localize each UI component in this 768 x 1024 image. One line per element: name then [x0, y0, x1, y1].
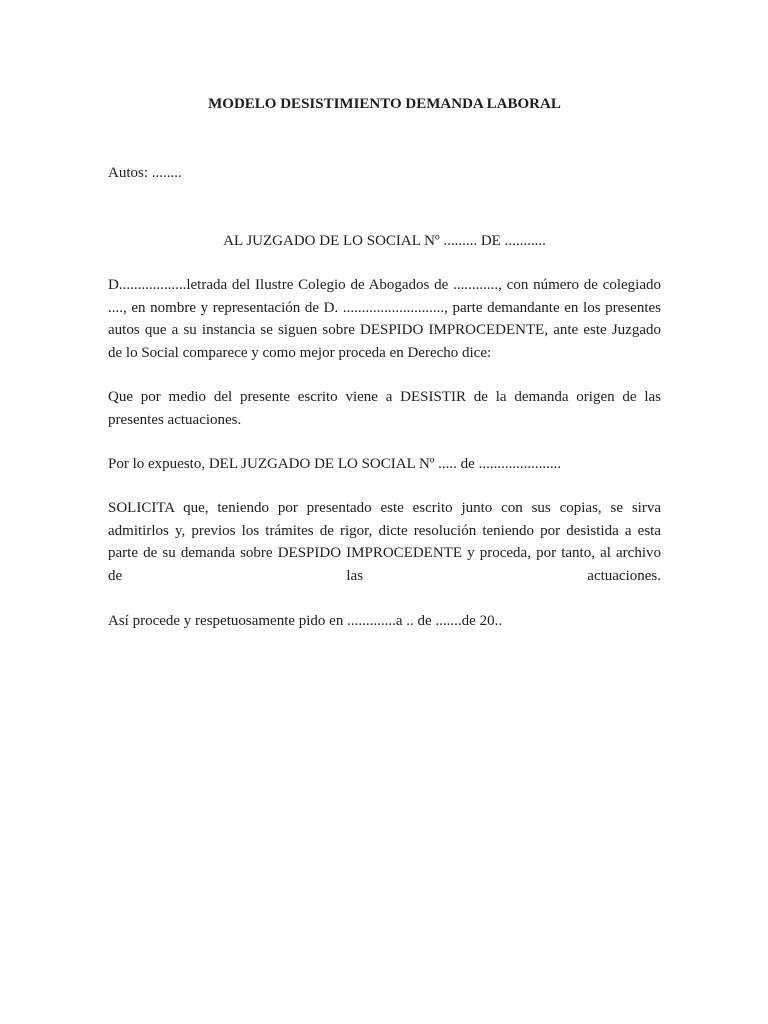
paragraph-line: presentes actuaciones.: [108, 411, 242, 428]
paragraph-line: parte de su demanda sobre DESPIDO IMPROCEDENTE y proceda, por tanto, al archivo: [108, 545, 661, 561]
autos-text: Autos: ........: [108, 165, 182, 181]
paragraph-line: de las actuaciones.: [108, 567, 661, 584]
paragraph-line: Así procede y respetuosamente pido en .............a .. de .......de 20..: [108, 613, 503, 629]
paragraph-withdrawal: [108, 386, 661, 431]
paragraph-appearance: [108, 274, 661, 364]
court-heading-text: AL JUZGADO DE LO SOCIAL Nº ......... DE ...........: [223, 233, 546, 249]
paragraph-line: de lo Social comparece y como mejor proceda en Derecho dice:: [108, 344, 492, 361]
paragraph-line: D..................letrada del Ilustre Colegio de Abogados de ............, con número de colegiado: [108, 277, 661, 293]
court-heading: [108, 230, 661, 253]
autos-line: [108, 162, 661, 185]
document-title-text: MODELO DESISTIMIENTO DEMANDA LABORAL: [208, 96, 561, 112]
paragraph-line: autos que a su instancia se siguen sobre DESPIDO IMPROCEDENTE, ante este Juzgado: [108, 322, 661, 338]
paragraph-conclusion: [108, 453, 661, 476]
paragraph-line: Por lo expuesto, DEL JUZGADO DE LO SOCIAL Nº ..... de ......................: [108, 456, 562, 472]
paragraph-line: SOLICITA que, teniendo por presentado este escrito junto con sus copias, se sirva: [108, 500, 661, 516]
document-title: [108, 93, 661, 116]
paragraph-line: ...., en nombre y representación de D. ..........................., parte demandante en los presentes: [108, 299, 661, 316]
paragraph-line: admitirlos y, previos los trámites de rigor, dicte resolución teniendo por desistida a esta: [108, 522, 661, 539]
paragraph-request: [108, 497, 661, 587]
paragraph-closing: [108, 610, 661, 633]
paragraph-line: Que por medio del presente escrito viene a DESISTIR de la demanda origen de las: [108, 389, 661, 405]
